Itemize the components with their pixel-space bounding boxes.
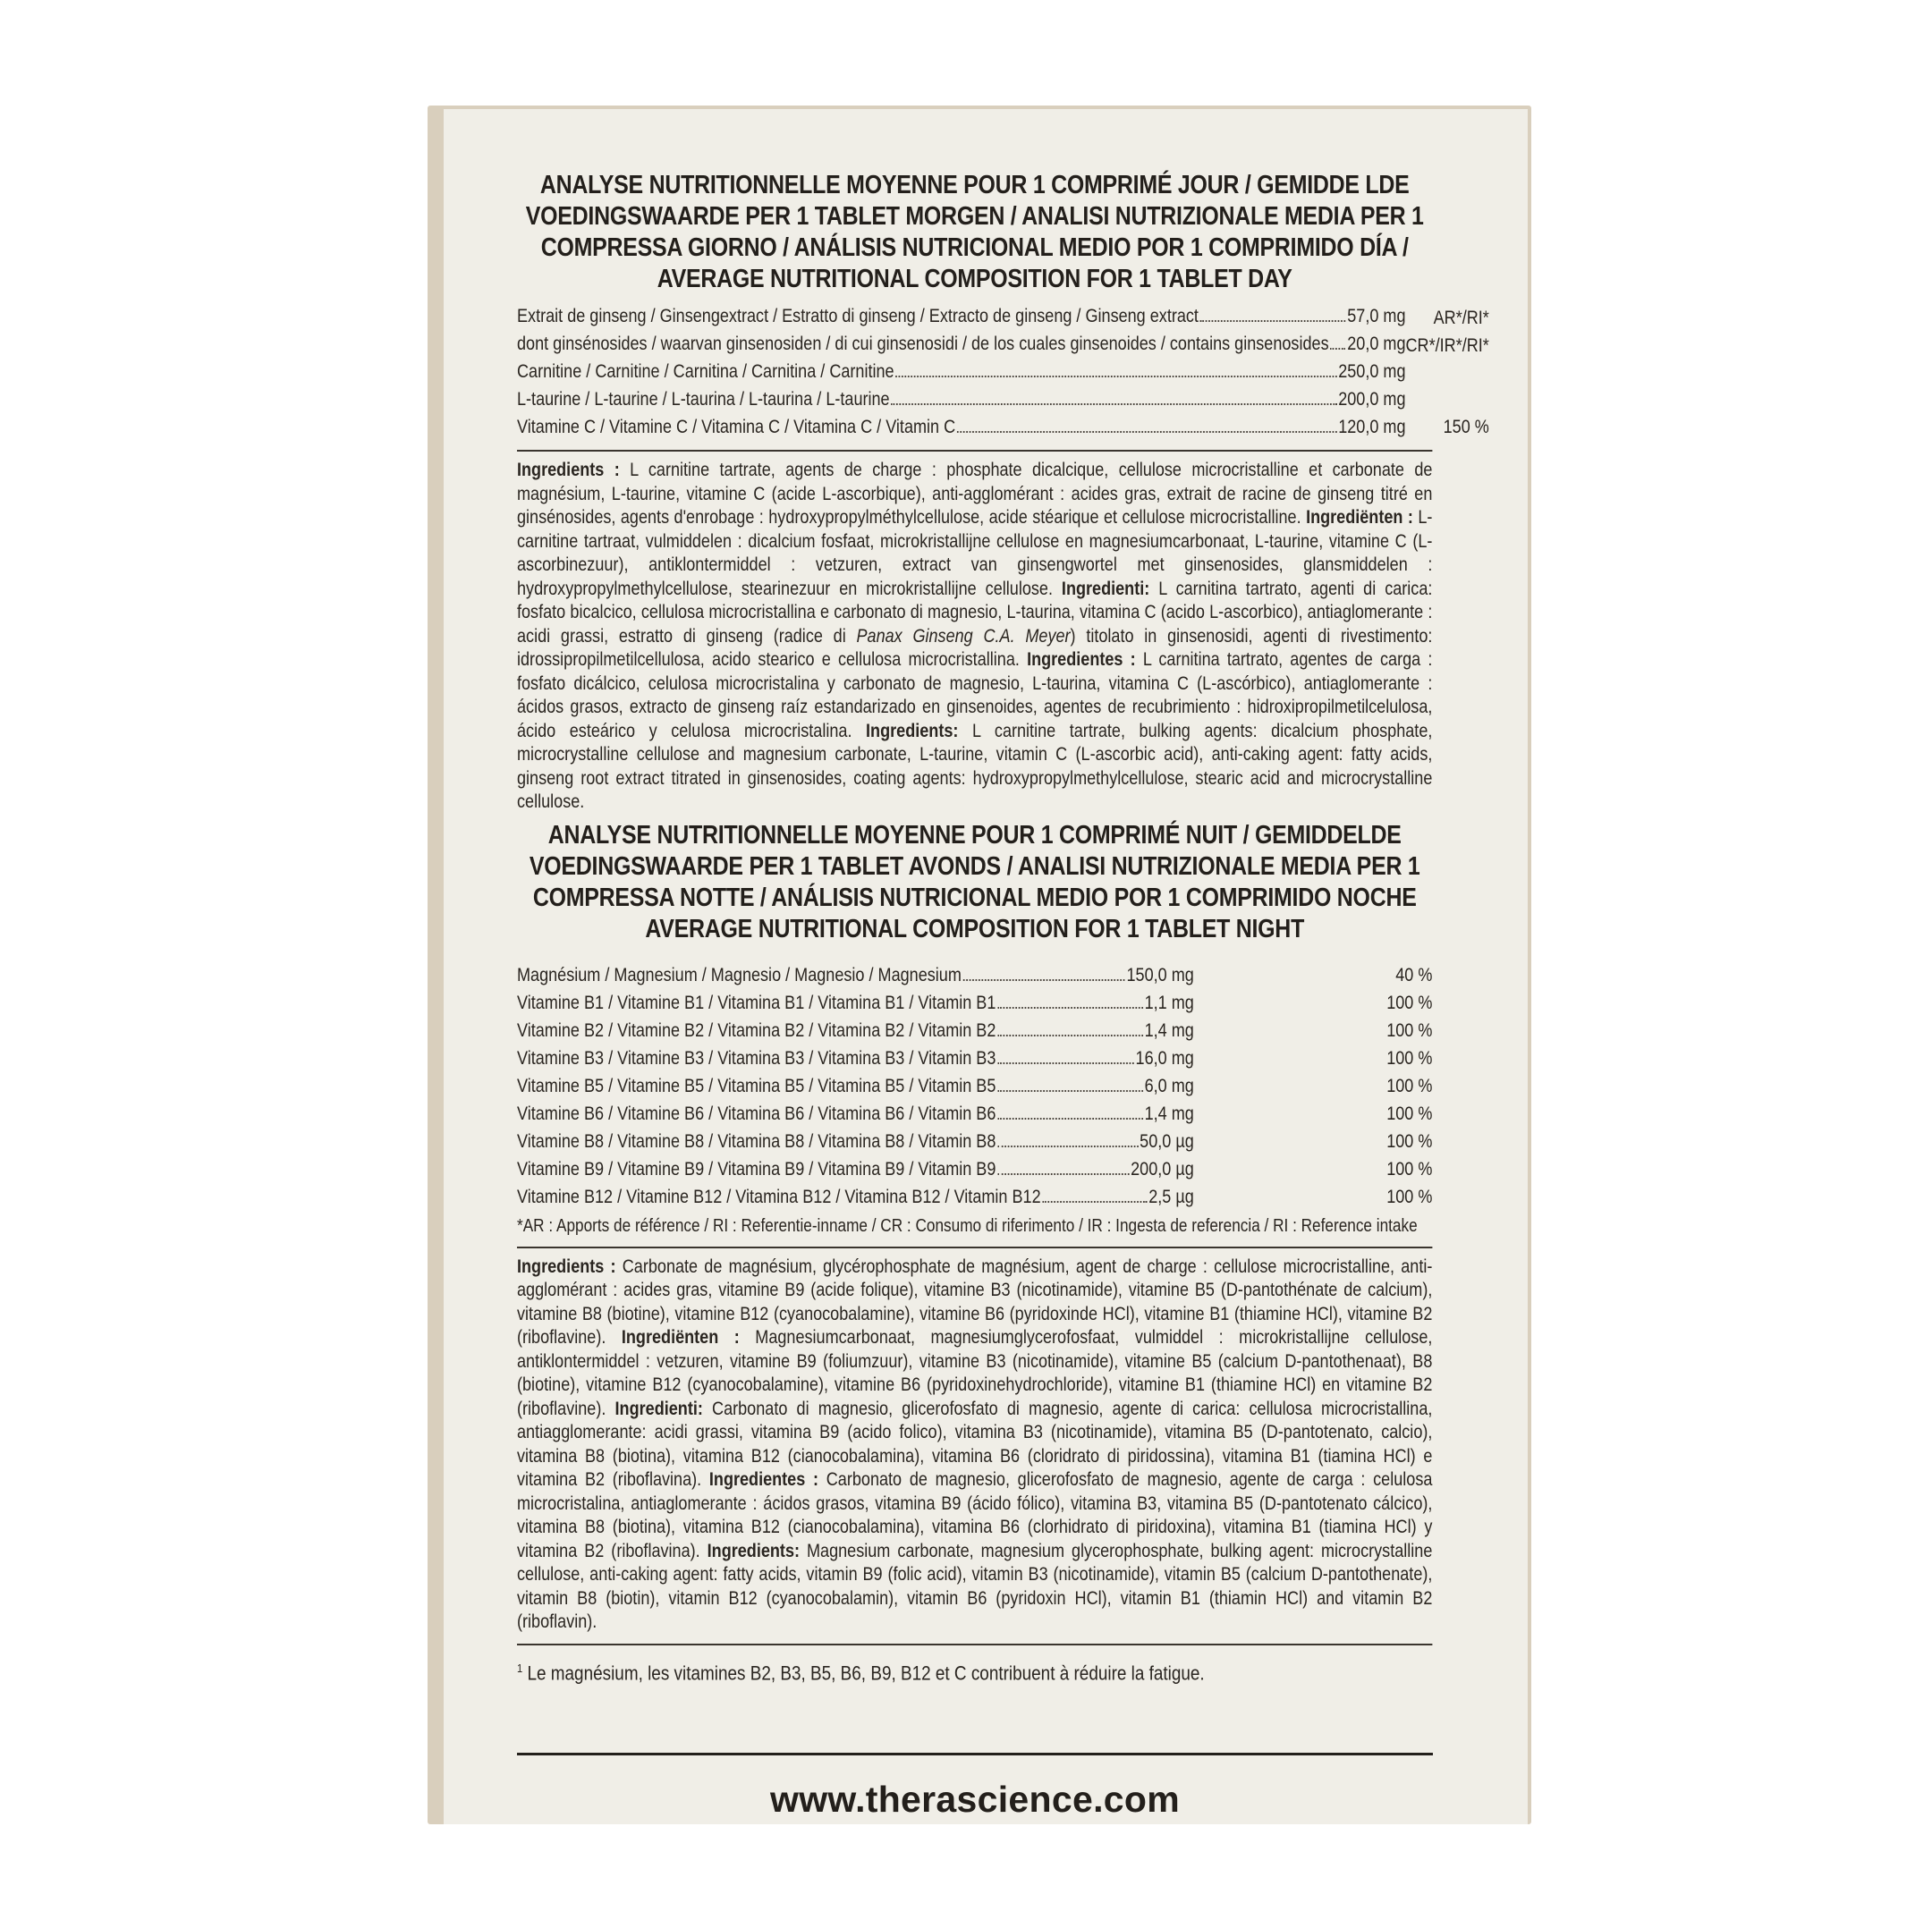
dot-leader xyxy=(997,1173,1129,1175)
nutrient-reference-intake: 100 % xyxy=(1386,1075,1433,1096)
nutrient-reference-intake: 100 % xyxy=(1386,1130,1433,1152)
night-nutrient-row xyxy=(517,1155,1432,1183)
night-nutrient-row xyxy=(517,1017,1432,1044)
dot-leader xyxy=(997,1062,1134,1064)
reference-intake-note: *AR : Apports de référence / RI : Referentie-inname / CR : Consumo di riferimento / IR : Ingesta de referencia / RI : Reference intake xyxy=(517,1215,1418,1236)
nutrient-name: Vitamine C / Vitamine C / Vitamina C / Vitamina C / Vitamin C xyxy=(517,417,956,437)
day-title: ANALYSE NUTRITIONNELLE MOYENNE POUR 1 COMPRIMÉ JOUR / GEMIDDE LDE VOEDINGSWAARDE PER 1 TABLET MORGEN / ANALISI NUTRIZIONALE MEDIA PER 1 COMPRESSA GIORNO / ANÁLISIS NUTRICIONAL MEDIO POR 1 COMPRIMIDO DÍA / AVERAGE NUTRITIONAL COMPOSITION FOR 1 TABLET DAY xyxy=(525,171,1424,293)
nutrient-amount: 250,0 mg xyxy=(1338,361,1406,382)
nutrient-cell xyxy=(517,358,1406,385)
nutrient-line xyxy=(517,413,1406,441)
nutrient-name: Carnitine / Carnitine / Carnitina / Carnitina / Carnitine xyxy=(517,361,894,382)
nutrient-reference-intake xyxy=(1406,385,1489,413)
ingredients-label-en: Ingredients: xyxy=(866,720,959,741)
nutrient-line xyxy=(517,1017,1194,1044)
nutrient-amount: 57,0 mg xyxy=(1347,306,1406,326)
nutrient-amount: 150,0 mg xyxy=(1126,964,1194,985)
day-nutrient-row xyxy=(517,302,1489,330)
bottom-rule xyxy=(517,1753,1433,1755)
nutrient-cell xyxy=(517,1100,1194,1128)
divider xyxy=(517,1247,1432,1248)
nutrient-reference-intake: 100 % xyxy=(1386,1047,1433,1069)
dot-leader xyxy=(997,1118,1143,1120)
divider xyxy=(517,450,1432,452)
nutrient-line xyxy=(517,1100,1194,1128)
night-nutrient-row xyxy=(517,1183,1432,1211)
nutrient-name: Vitamine B2 / Vitamine B2 / Vitamina B2 / Vitamina B2 / Vitamin B2 xyxy=(517,1019,996,1041)
ingredients-text-es: Carbonato de magnesio, glicerofosfato de magnesio, agente de carga : celulosa microcristalina, antiaglomerante : ácidos grasos, vitamina B9 (ácido fólico), vitamina B3, vitamina B5 (D-pantotenato cálcico), vitamina B8 (biotina), vitamina B12 (cianocobalamina), vitamina B6 (clorhidrato di piridoxina), vitamina B1 (tiamina HCl) y vitamina B2 (riboflavina). xyxy=(517,1469,1433,1561)
nutrient-name: Vitamine B8 / Vitamine B8 / Vitamina B8 / Vitamina B8 / Vitamin B8 xyxy=(517,1130,996,1152)
nutrient-line xyxy=(517,1128,1194,1155)
nutrient-reference-intake: 100 % xyxy=(1386,1158,1433,1180)
ingredients-text-fr: L carnitine tartrate, agents de charge : phosphate dicalcique, cellulose microcristalline et carbonate de magnésium, L-taurine, vitamine C (acide L-ascorbique), anti-agglomérant : acides gras, extrait de racine de ginseng titré en ginsénosides, agents d'enrobage : hydroxypropylméthylcellulose, acide stéarique et cellulose microcristalline. xyxy=(517,460,1433,528)
nutrient-amount: 2,5 µg xyxy=(1148,1186,1194,1207)
nutrient-cell xyxy=(517,1072,1194,1100)
nutrient-amount: 120,0 mg xyxy=(1338,417,1406,437)
ri-header-2: CR*/IR*/RI* xyxy=(1405,335,1489,356)
ingredients-label-nl: Ingrediënten : xyxy=(1306,507,1413,528)
nutrient-reference-intake: 100 % xyxy=(1386,1019,1433,1041)
dot-leader xyxy=(963,979,1125,981)
ingredients-label-it: Ingredienti: xyxy=(1061,578,1150,599)
night-nutrient-row xyxy=(517,961,1432,989)
ingredients-label-nl: Ingrediënten : xyxy=(621,1327,740,1348)
day-nutrition-table xyxy=(517,302,1489,441)
night-title: ANALYSE NUTRITIONNELLE MOYENNE POUR 1 COMPRIMÉ NUIT / GEMIDDELDE VOEDINGSWAARDE PER 1 TABLET AVONDS / ANALISI NUTRIZIONALE MEDIA PER 1 COMPRESSA NOTTE / ANÁLISIS NUTRICIONAL MEDIO POR 1 COMPRIMIDO NOCHE AVERAGE NUTRITIONAL COMPOSITION FOR 1 TABLET NIGHT xyxy=(529,820,1420,943)
nutrient-cell xyxy=(517,413,1406,441)
day-nutrient-row xyxy=(517,413,1489,441)
dot-leader xyxy=(1330,348,1345,350)
night-nutrient-row xyxy=(517,1072,1432,1100)
ingredients-text-nl: Magnesiumcarbonaat, magnesiumglycerofosfaat, vulmiddel : microkristallijne cellulose, antiklontermiddel : vetzuren, vitamine B9 (foliumzuur), vitamine B3 (nicotinamide), vitamine B5 (calcium D-pantothenaat), B8 (biotine), vitamine B12 (cyanocobalamine), vitamine B6 (pyridoxinehydrochloride), vitamine B1 (thiamine HCl) en vitamine B2 (riboflavine). xyxy=(517,1327,1433,1419)
ingredients-label-es: Ingredientes : xyxy=(1027,649,1136,670)
nutrient-reference-intake: 150 % xyxy=(1443,417,1489,437)
dot-leader xyxy=(957,431,1337,433)
nutrient-name: Vitamine B3 / Vitamine B3 / Vitamina B3 / Vitamina B3 / Vitamin B3 xyxy=(517,1047,996,1069)
nutrient-cell xyxy=(517,330,1406,358)
ingredients-label-it: Ingredienti: xyxy=(614,1398,703,1419)
nutrient-reference-intake xyxy=(1406,358,1489,385)
ingredients-label-fr: Ingredients : xyxy=(517,1256,616,1277)
day-nutrient-row xyxy=(517,330,1489,358)
nutrient-name: Vitamine B9 / Vitamine B9 / Vitamina B9 / Vitamina B9 / Vitamin B9 xyxy=(517,1158,996,1180)
fatigue-footnote xyxy=(517,1656,1432,1686)
nutrient-name: dont ginsénosides / waarvan ginsenosiden / di cui ginsenosidi / de los cuales ginsenoides / contains ginsenosides xyxy=(517,334,1329,354)
nutrient-cell xyxy=(517,961,1194,989)
nutrient-amount: 200,0 µg xyxy=(1131,1158,1194,1180)
nutrient-cell xyxy=(517,1155,1194,1183)
footnote-text: Le magnésium, les vitamines B2, B3, B5, B6, B9, B12 et C contribuent à réduire la fatigue. xyxy=(522,1661,1205,1684)
dot-leader xyxy=(997,1035,1143,1036)
ingredients-text-es: L carnitina tartrato, agentes de carga : fosfato dicálcico, celulosa microcristalina y carbonato de magnesio, L-taurina, vitamina C (L-ascórbico), antiaglomerante : ácidos grasos, extracto de ginseng raíz estandarizado en ginsenoides, agentes de recubrimiento : hidroxipropilmetilcelulosa, ácido esteárico y celulosa microcristalina. xyxy=(517,649,1433,741)
night-nutrition-table xyxy=(517,961,1432,1211)
dot-leader xyxy=(997,1146,1138,1147)
nutrient-name: Vitamine B6 / Vitamine B6 / Vitamina B6 / Vitamina B6 / Vitamin B6 xyxy=(517,1103,996,1124)
nutrient-amount: 50,0 µg xyxy=(1140,1130,1194,1152)
nutrient-reference-intake: 100 % xyxy=(1386,1186,1433,1207)
nutrient-reference-intake: 100 % xyxy=(1386,1103,1433,1124)
nutrient-reference-intake: 40 % xyxy=(1395,964,1433,985)
nutrient-cell xyxy=(517,1017,1194,1044)
dot-leader xyxy=(891,403,1336,405)
dot-leader xyxy=(895,376,1336,377)
night-nutrient-row xyxy=(517,989,1432,1017)
day-nutrient-row xyxy=(517,358,1489,385)
nutrient-line xyxy=(517,961,1194,989)
website-url: www.therascience.com xyxy=(770,1779,1180,1820)
dot-leader xyxy=(1042,1201,1147,1203)
ingredients-label-es: Ingredientes : xyxy=(708,1469,819,1490)
nutrient-amount: 6,0 mg xyxy=(1144,1075,1194,1096)
nutrient-line xyxy=(517,358,1406,385)
nutrient-amount: 16,0 mg xyxy=(1135,1047,1194,1069)
ri-header-1: AR*/RI* xyxy=(1433,308,1489,328)
nutrient-name: Vitamine B12 / Vitamine B12 / Vitamina B12 / Vitamina B12 / Vitamin B12 xyxy=(517,1186,1041,1207)
nutrient-amount: 1,4 mg xyxy=(1144,1019,1194,1041)
nutrient-name: Vitamine B1 / Vitamine B1 / Vitamina B1 / Vitamina B1 / Vitamin B1 xyxy=(517,992,996,1013)
ingredients-text-it-b: ) titolato in ginsenosidi, agenti di rivestimento: idrossipropilmetilcellulosa, acido stearico e cellulosa microcristallina. xyxy=(517,625,1433,670)
day-ingredients xyxy=(517,459,1432,815)
nutrient-line xyxy=(517,385,1406,413)
nutrient-amount: 1,4 mg xyxy=(1144,1103,1194,1124)
nutrient-line xyxy=(517,989,1194,1017)
nutrient-name: L-taurine / L-taurine / L-taurina / L-taurina / L-taurine xyxy=(517,389,890,410)
ingredients-label-fr: Ingredients : xyxy=(517,460,620,480)
day-nutrient-row xyxy=(517,385,1489,413)
nutrient-name: Magnésium / Magnesium / Magnesio / Magnesio / Magnesium xyxy=(517,964,962,985)
nutrient-line xyxy=(517,1044,1194,1072)
ingredients-label-en: Ingredients: xyxy=(707,1540,801,1561)
nutrient-amount: 200,0 mg xyxy=(1338,389,1406,410)
ingredients-text-en: Magnesium carbonate, magnesium glycerophosphate, bulking agent: microcrystalline cellulose, anti-caking agent: fatty acids, vitamin B9 (folic acid), vitamin B3 (nicotinamide), vitamin B5 (calcium D-pantothenate), vitamin B8 (biotin), vitamin B12 (cyanocobalamin), vitamin B6 (pyridoxin HCl), vitamin B1 (thiamin HCl) and vitamin B2 (riboflavin). xyxy=(517,1540,1433,1632)
footnote-marker: 1 xyxy=(517,1661,523,1675)
nutrient-line xyxy=(517,1072,1194,1100)
label-content xyxy=(517,170,1489,1686)
ingredients-text-nl: L-carnitine tartraat, vulmiddelen : dicalcium fosfaat, microkristallijne cellulose en magnesiumcarbonaat, L-taurine, vitamine C (L-ascorbinezuur), antiklontermiddel : vetzuren, extract van ginsengwortel met ginsenosides, glansmiddelen : hydroxypropylmethylcellulose, stearinezuur en microkristallijne cellulose. xyxy=(517,507,1433,599)
nutrient-line xyxy=(517,1183,1194,1211)
nutrient-cell xyxy=(517,989,1194,1017)
ingredients-italic-species: Panax Ginseng C.A. Meyer xyxy=(856,625,1071,647)
nutrient-cell xyxy=(517,302,1406,330)
ingredients-text-it: L carnitina tartrato, agenti di carica: fosfato bicalcico, cellulosa microcristallina e carbonato di magnesio, L-taurina, vitamina C (acido L-ascorbico), antiaglomerante : acidi grassi, estratto di ginseng (radice di xyxy=(517,578,1433,647)
dot-leader xyxy=(1200,320,1346,322)
divider xyxy=(517,1644,1432,1645)
nutrient-cell xyxy=(517,385,1406,413)
ingredients-text-it: Carbonato di magnesio, glicerofosfato di magnesio, agente di carica: cellulosa microcristallina, antiagglomerante: acidi grassi, vitamina B9 (acido folico), vitamina B3 (nicotinamide), vitamina B5 (D-pantotenato, calcio), vitamina B8 (biotina), vitamina B12 (cianocobalamina), vitamina B6 (cloridrato di piridossina), vitamina B1 (tiamina HCl) e vitamina B2 (riboflavina). xyxy=(517,1398,1433,1490)
ingredients-text-fr: Carbonate de magnésium, glycérophosphate de magnésium, agent de charge : cellulose microcristalline, anti-agglomérant : acides gras, vitamine B9 (acide folique), vitamine B3 (nicotinamide), vitamine B5 (D-pantothénate de calcium), vitamine B8 (biotine), vitamine B12 (cyanocobalamine), vitamine B6 (pyridoxinde HCl), vitamine B1 (thiamine HCl), vitamine B2 (riboflavine). xyxy=(517,1256,1433,1348)
night-nutrient-row xyxy=(517,1100,1432,1128)
night-ingredients xyxy=(517,1256,1432,1635)
nutrient-amount: 1,1 mg xyxy=(1144,992,1194,1013)
night-nutrient-row xyxy=(517,1128,1432,1155)
nutrient-amount: 20,0 mg xyxy=(1347,334,1406,354)
nutrient-cell xyxy=(517,1128,1194,1155)
nutrient-line xyxy=(517,302,1406,330)
nutrient-name: Extrait de ginseng / Ginsengextract / Estratto di ginseng / Extracto de ginseng / Ginseng extract xyxy=(517,306,1199,326)
dot-leader xyxy=(997,1090,1143,1092)
nutrient-reference-intake: 100 % xyxy=(1386,992,1433,1013)
nutrient-cell xyxy=(517,1044,1194,1072)
dot-leader xyxy=(997,1007,1143,1009)
night-nutrient-row xyxy=(517,1044,1432,1072)
nutrient-cell xyxy=(517,1183,1194,1211)
nutrient-name: Vitamine B5 / Vitamine B5 / Vitamina B5 / Vitamina B5 / Vitamin B5 xyxy=(517,1075,996,1096)
ingredients-text-en: L carnitine tartrate, bulking agents: dicalcium phosphate, microcrystalline cellulose and magnesium carbonate, L-taurine, vitamin C (L-ascorbic acid), anti-caking agent: fatty acids, ginseng root extract titrated in ginsenosides, coating agents: hydroxypropylmethylcellulose, stearic acid and microcrystalline cellulose. xyxy=(517,720,1433,812)
nutrient-line xyxy=(517,330,1406,358)
nutrient-line xyxy=(517,1155,1194,1183)
